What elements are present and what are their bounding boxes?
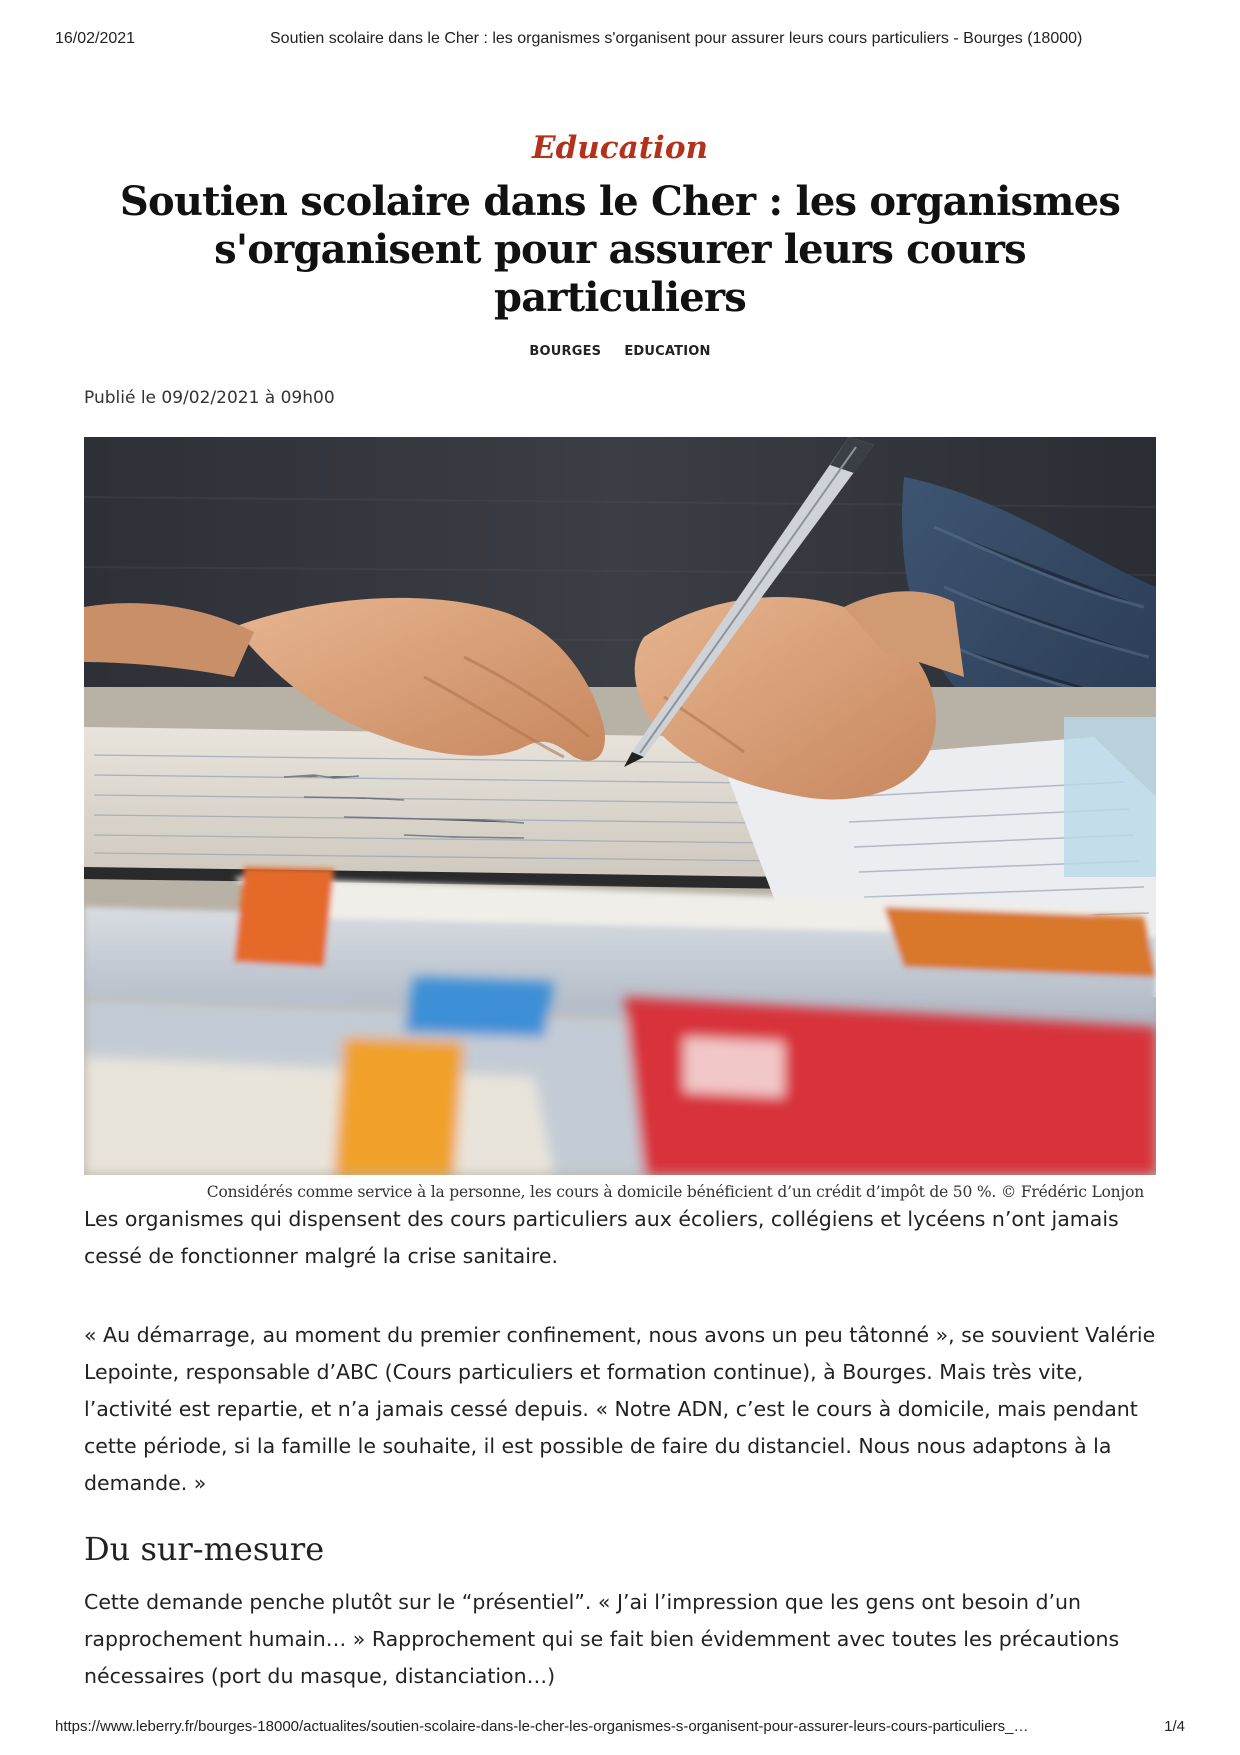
article-headline: Soutien scolaire dans le Cher : les organismes s'organisent pour assurer leurs cours particuliers bbox=[119, 178, 1121, 321]
print-date: 16/02/2021 bbox=[55, 30, 136, 47]
article-paragraph-1: « Au démarrage, au moment du premier confinement, nous avons un peu tâtonné », se souvient Valérie Lepointe, responsable d’ABC (Cours particuliers et formation continue), à Bourges. Mais très vite, l’activité est repartie, et n’a jamais cessé depuis. « Notre ADN, c’est le cours à domicile, mais pendant cette période, si la famille le souhaite, il est possible de faire du distanciel. Nous nous adaptons à la demande. » bbox=[84, 1323, 1156, 1495]
print-footer bbox=[55, 1718, 1185, 1740]
article-category[interactable]: Education bbox=[531, 130, 709, 166]
photo-caption: Considérés comme service à la personne, les cours à domicile bénéficient d’un crédit d’impôt de 50 %. © Frédéric Lonjon bbox=[206, 1183, 1144, 1201]
article-paragraph-2: Cette demande penche plutôt sur le “présentiel”. « J’ai l’impression que les gens ont besoin d’un rapprochement humain… » Rapprochement qui se fait bien évidemment avec toutes les précautions nécessaires (port du masque, distanciation…) bbox=[84, 1590, 1120, 1688]
article-tags bbox=[84, 340, 1156, 360]
student-writing-illustration bbox=[84, 437, 1156, 1175]
print-page-title: Soutien scolaire dans le Cher : les organismes s'organisent pour assurer leurs cours particuliers - Bourges (18000) bbox=[270, 30, 1083, 47]
print-header bbox=[55, 30, 1185, 52]
article-subheading: Du sur-mesure bbox=[84, 1530, 325, 1568]
article-photo bbox=[84, 437, 1156, 1175]
print-url: https://www.leberry.fr/bourges-18000/actualites/soutien-scolaire-dans-le-cher-les-organismes-s-organisent-pour-assurer-leurs-cours-particuliers_… bbox=[55, 1718, 1029, 1735]
article bbox=[84, 120, 1156, 1695]
tag-education[interactable]: EDUCATION bbox=[624, 344, 711, 359]
tag-bourges[interactable]: BOURGES bbox=[529, 344, 602, 359]
print-page-number: 1/4 bbox=[1164, 1718, 1185, 1735]
publish-date: Publié le 09/02/2021 à 09h00 bbox=[84, 388, 335, 408]
article-lead: Les organismes qui dispensent des cours particuliers aux écoliers, collégiens et lycéens n’ont jamais cessé de fonctionner malgré la crise sanitaire. bbox=[84, 1207, 1119, 1268]
